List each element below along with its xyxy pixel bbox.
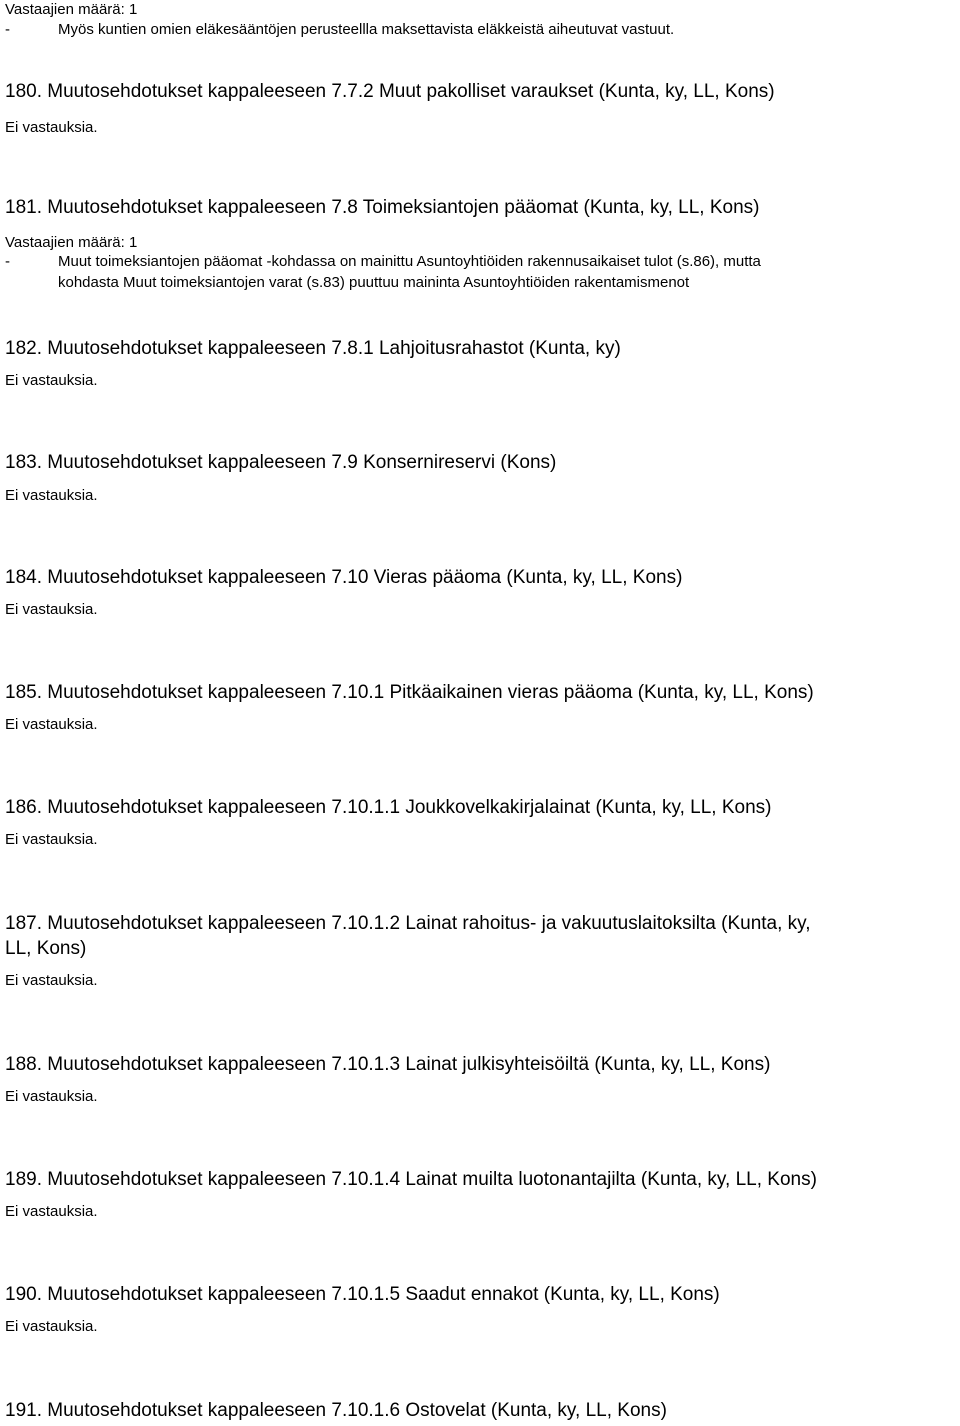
section-heading-187-line-2: LL, Kons) [5,938,87,959]
section-heading-191: 191. Muutosehdotukset kappaleeseen 7.10.1.6 Ostovelat (Kunta, ky, LL, Kons) [5,1400,667,1421]
section-heading-188: 188. Muutosehdotukset kappaleeseen 7.10.1.3 Lainat julkisyhteisöiltä (Kunta, ky, LL, Kons) [5,1054,771,1075]
section-answer-183: Ei vastauksia. [5,487,98,504]
section-answer-182: Ei vastauksia. [5,372,98,389]
section-answer-180: Ei vastauksia. [5,119,98,136]
section-heading-180: 180. Muutosehdotukset kappaleeseen 7.7.2 Muut pakolliset varaukset (Kunta, ky, LL, Kons) [5,81,775,102]
section-heading-190: 190. Muutosehdotukset kappaleeseen 7.10.1.5 Saadut ennakot (Kunta, ky, LL, Kons) [5,1284,720,1305]
section-answer-188: Ei vastauksia. [5,1088,98,1105]
section-answer-190: Ei vastauksia. [5,1318,98,1335]
bullet-text-line-1: Muut toimeksiantojen pääomat -kohdassa on mainittu Asuntoyhtiöiden rakennusaikaiset tulot (s.86), mutta [58,253,761,270]
section-heading-189: 189. Muutosehdotukset kappaleeseen 7.10.1.4 Lainat muilta luotonantajilta (Kunta, ky, LL, Kons) [5,1169,817,1190]
section-answer-184: Ei vastauksia. [5,601,98,618]
section-answer-187: Ei vastauksia. [5,972,98,989]
section-answer-185: Ei vastauksia. [5,716,98,733]
section-heading-187-line-1: 187. Muutosehdotukset kappaleeseen 7.10.1.2 Lainat rahoitus- ja vakuutuslaitoksilta (Kunta, ky, [5,913,811,934]
bullet-text: Myös kuntien omien eläkesääntöjen perusteellla maksettavista eläkkeistä aiheutuvat vastuut. [58,21,675,38]
section-heading-181: 181. Muutosehdotukset kappaleeseen 7.8 Toimeksiantojen pääomat (Kunta, ky, LL, Kons) [5,197,760,218]
respondent-count: Vastaajien määrä: 1 [5,234,138,251]
respondent-count: Vastaajien määrä: 1 [5,1,138,18]
bullet-text-line-2: kohdasta Muut toimeksiantojen varat (s.83) puuttuu maininta Asuntoyhtiöiden rakentamismenot [58,274,690,291]
section-heading-186: 186. Muutosehdotukset kappaleeseen 7.10.1.1 Joukkovelkakirjalainat (Kunta, ky, LL, Kons) [5,797,772,818]
bullet-dash: - [5,21,10,38]
section-answer-189: Ei vastauksia. [5,1203,98,1220]
bullet-dash: - [5,253,10,270]
section-heading-184: 184. Muutosehdotukset kappaleeseen 7.10 Vieras pääoma (Kunta, ky, LL, Kons) [5,567,683,588]
section-heading-182: 182. Muutosehdotukset kappaleeseen 7.8.1 Lahjoitusrahastot (Kunta, ky) [5,338,621,359]
section-answer-186: Ei vastauksia. [5,831,98,848]
section-heading-185: 185. Muutosehdotukset kappaleeseen 7.10.1 Pitkäaikainen vieras pääoma (Kunta, ky, LL, Kons) [5,682,814,703]
section-heading-183: 183. Muutosehdotukset kappaleeseen 7.9 Konsernireservi (Kons) [5,452,557,473]
